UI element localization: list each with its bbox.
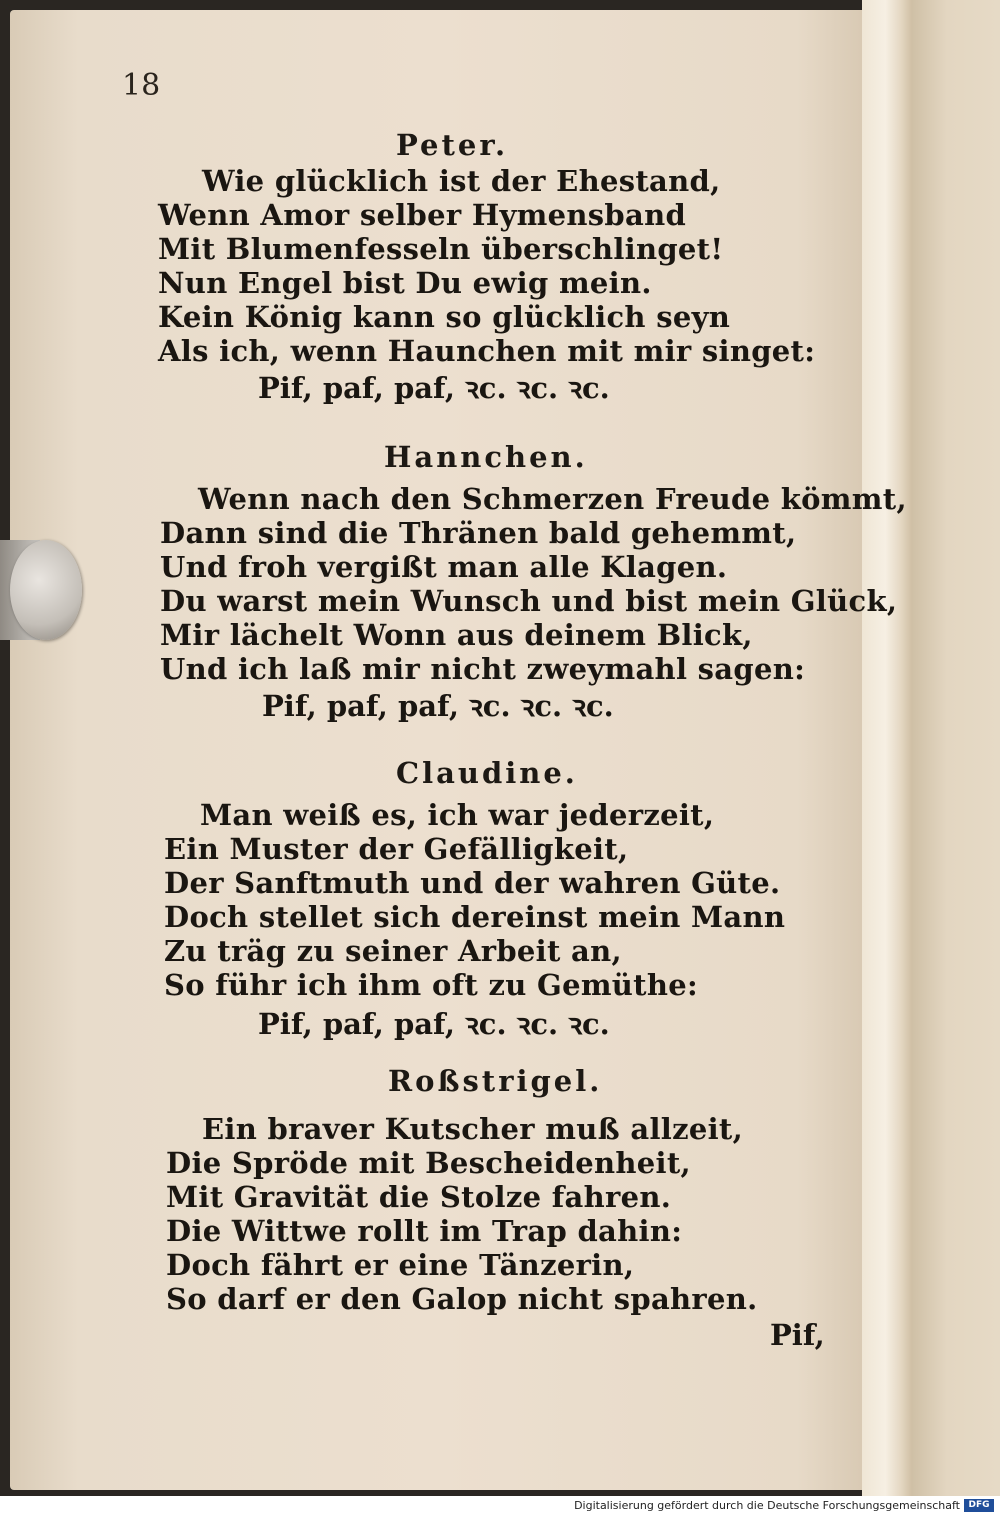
verse-line: Mit Blumenfesseln überschlinget! [158, 232, 724, 266]
verse-line: Doch fährt er eine Tänzerin, [166, 1248, 635, 1282]
speaker-name: Hannchen. [384, 440, 588, 474]
verse-line: Mir lächelt Wonn aus deinem Blick, [160, 618, 753, 652]
verse-line: Mit Gravität die Stolze fahren. [166, 1180, 672, 1214]
verse-line: Die Wittwe rollt im Trap dahin: [166, 1214, 683, 1248]
verse-line: Ein braver Kutscher muß allzeit, [202, 1112, 744, 1146]
footer-credit: Digitalisierung gefördert durch die Deutsche Forschungsgemeinschaft [574, 1499, 960, 1512]
verse-line: Du warst mein Wunsch und bist mein Glück, [160, 584, 898, 618]
verse-line: Zu träg zu seiner Arbeit an, [164, 934, 622, 968]
verse-line: Wenn Amor selber Hymensband [158, 198, 687, 232]
speaker-name: Peter. [396, 128, 509, 162]
verse-line: Wenn nach den Schmerzen Freude kömmt, [198, 482, 907, 516]
verse-line: Nun Engel bist Du ewig mein. [158, 266, 652, 300]
speaker-name: Claudine. [396, 756, 578, 790]
catchword: Pif, [770, 1318, 825, 1352]
verse-line: Kein König kann so glücklich seyn [158, 300, 731, 334]
verse-line: Ein Muster der Gefälligkeit, [164, 832, 629, 866]
footer [0, 1496, 1000, 1516]
page-number: 18 [122, 68, 161, 103]
verse-line: Der Sanftmuth und der wahren Güte. [164, 866, 781, 900]
verse-line: Wie glücklich ist der Ehestand, [202, 164, 721, 198]
verse-line: Doch stellet sich dereinst mein Mann [164, 900, 786, 934]
refrain-line: Pif, paf, paf, ꝛc. ꝛc. ꝛc. [258, 1007, 610, 1041]
verse-line: Dann sind die Thränen bald gehemmt, [160, 516, 797, 550]
verse-line: Als ich, wenn Haunchen mit mir singet: [158, 334, 816, 368]
verse-line: Und ich laß mir nicht zweymahl sagen: [160, 652, 806, 686]
dfg-logo: DFG [964, 1499, 994, 1512]
verse-line: Die Spröde mit Bescheidenheit, [166, 1146, 691, 1180]
verse-line: Und froh vergißt man alle Klagen. [160, 550, 728, 584]
refrain-line: Pif, paf, paf, ꝛc. ꝛc. ꝛc. [262, 689, 614, 723]
verse-line: Man weiß es, ich war jederzeit, [200, 798, 715, 832]
speaker-name: Roßstrigel. [388, 1064, 603, 1098]
verse-line: So darf er den Galop nicht spahren. [166, 1282, 758, 1316]
verse-line: So führ ich ihm oft zu Gemüthe: [164, 968, 699, 1002]
refrain-line: Pif, paf, paf, ꝛc. ꝛc. ꝛc. [258, 371, 610, 405]
